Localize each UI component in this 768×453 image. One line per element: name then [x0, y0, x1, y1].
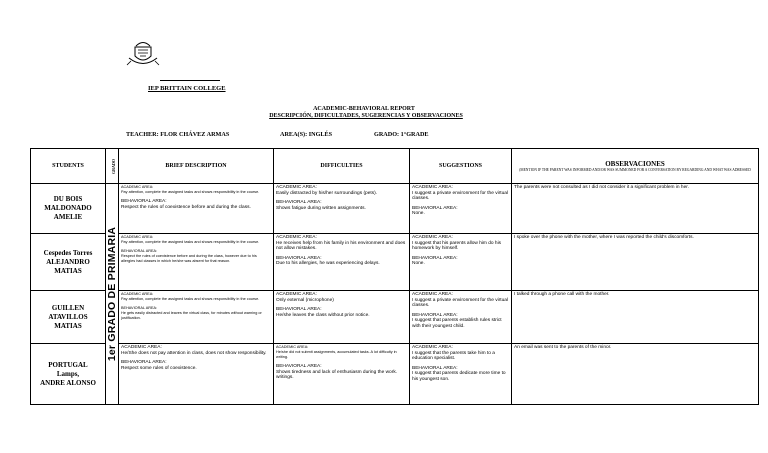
brief-paragraph: BEHAVIORAL AREA: Respect the rules of coexistence before and during the class, however due to his allergies had classes in which he/she was absent for that reason. — [121, 249, 257, 263]
header-brief: BRIEF DESCRIPTION — [119, 149, 274, 184]
header-students: STUDENTS — [31, 149, 106, 184]
header-grado: GRADO — [106, 149, 119, 184]
college-name: IEP BRITTAIN COLLEGE — [148, 85, 226, 92]
suggestions-paragraph: BEHAVIORAL AREA: I suggest that parents dedicate more time to his youngest son. — [412, 365, 506, 382]
difficulties-cell — [274, 291, 410, 344]
suggestions-paragraph: BEHAVIORAL AREA: None. — [412, 205, 458, 217]
brief-cell — [119, 184, 274, 234]
observations-cell: I talked through a phone call with the mother. — [512, 291, 759, 344]
header-difficulties: DIFFICULTIES — [274, 149, 410, 184]
suggestions-cell — [410, 184, 512, 234]
brief-cell — [119, 344, 274, 405]
student-name: DU BOIS MALDONADO AMELIE — [31, 184, 106, 234]
grade-label: GRADO: 1°GRADE — [374, 131, 429, 138]
brief-cell — [119, 291, 274, 344]
observations-cell: An email was sent to the parents of the minor. — [512, 344, 759, 405]
table-header-row — [31, 149, 759, 184]
table-row — [31, 234, 759, 291]
teacher-label: TEACHER: FLOR CHÁVEZ ARMAS — [126, 131, 230, 138]
suggestions-paragraph: ACADEMIC AREA: I suggest that the parents take him to a education specialist. — [412, 345, 495, 362]
student-name: Cespedes Torres ALEJANDRO MATIAS — [31, 234, 106, 291]
brief-paragraph: BEHAVIORAL AREA: Respect some rules of coexistence. — [121, 360, 197, 371]
difficulties-paragraph: ACADEMIC AREA: Only external (microphone) — [276, 292, 334, 303]
table-row — [31, 344, 759, 405]
student-name: GUILLEN ATAVILLOS MATIAS — [31, 291, 106, 344]
difficulties-paragraph: ACADEMIC AREA: He receives help from his family in his environment and does not allow mistakes. — [276, 235, 406, 252]
observations-cell: The parents were not consulted as I did not consider it a significant problem in her. — [512, 184, 759, 234]
college-divider — [160, 80, 220, 81]
student-name: PORTUGAL Lamps, ANDRE ALONSO — [31, 344, 106, 405]
difficulties-paragraph: BEHAVIORAL AREA: Shows tiredness and lack of enthusiasm during the work. writings. — [276, 364, 398, 381]
report-title: ACADEMIC-BEHAVIORAL REPORT — [313, 106, 415, 112]
difficulties-cell — [274, 184, 410, 234]
difficulties-paragraph: BEHAVIORAL AREA: Shows fatigue during written assignments. — [276, 200, 366, 211]
difficulties-paragraph: ACADEMIC AREA: Easily distracted by his/her surroundings (pets). — [276, 185, 378, 196]
suggestions-paragraph: ACADEMIC AREA: I suggest a private environment for the virtual classes. — [412, 185, 508, 202]
header-observations — [512, 149, 759, 184]
grado-cell — [106, 184, 119, 405]
brief-paragraph: ACADEMIC AREA: He/She does not pay attention in class, does not show responsibility. — [121, 345, 267, 356]
difficulties-paragraph: BEHAVIORAL AREA: He/she leaves the class without prior notice. — [276, 307, 370, 318]
college-crest-icon — [126, 38, 160, 68]
report-table — [30, 148, 759, 405]
difficulties-paragraph: ACADEMIC AREA: He/she did not submit assignments, accumulated tasks. A lot difficulty in writing. — [276, 345, 397, 359]
grado-label: 1er GRADO DE PRIMARIA — [106, 226, 118, 362]
brief-paragraph: ACADEMIC AREA: Pay attention, complete the assigned tasks and shows responsibility in the course. — [121, 235, 260, 244]
observations-cell: I spoke over the phone with the mother, where I was reported the child's discomforts. — [512, 234, 759, 291]
table-row — [31, 184, 759, 234]
suggestions-cell — [410, 344, 512, 405]
brief-cell — [119, 234, 274, 291]
header-observations-sub: (MENTION IF THE PARENT WAS INFORMED AND/OR WAS SUMMONED FOR A CONVERSATION BY REGARDING AND WHAT WAS ADRESSED — [519, 167, 751, 172]
header-observations-title: OBSERVACIONES — [605, 159, 665, 168]
suggestions-cell — [410, 291, 512, 344]
brief-paragraph: ACADEMIC AREA: Pay attention, complete the assigned tasks and shows responsibility in the course. — [121, 185, 260, 194]
difficulties-cell — [274, 344, 410, 405]
difficulties-cell — [274, 234, 410, 291]
suggestions-cell — [410, 234, 512, 291]
suggestions-paragraph: BEHAVIORAL AREA: None. — [412, 255, 458, 267]
suggestions-paragraph: ACADEMIC AREA: I suggest that his parents allow him do his homework by himself. — [412, 235, 502, 252]
brief-paragraph: ACADEMIC AREA: Pay attention, complete the assigned tasks and shows responsibility in the course. — [121, 292, 260, 301]
area-label: AREA(S): INGLÉS — [280, 131, 333, 138]
suggestions-paragraph: ACADEMIC AREA: I suggest a private environment for the virtual classes. — [412, 292, 508, 309]
brief-paragraph: BEHAVIORAL AREA: Respect the rules of coexistence before and during the class. — [121, 199, 251, 210]
suggestions-paragraph: BEHAVIORAL AREA: I suggest that parents establish rules strict with their youngest child. — [412, 312, 502, 329]
report-subtitle: DESCRIPCIÓN, DIFICULTADES, SUGERENCIAS Y OBSERVACIONES — [269, 113, 463, 119]
difficulties-paragraph: BEHAVIORAL AREA: Due to his allergies, he was experiencing delays. — [276, 255, 380, 267]
header-suggestions: SUGGESTIONS — [410, 149, 512, 184]
table-row — [31, 291, 759, 344]
brief-paragraph: BEHAVIORAL AREA: He gets easily distracted and leaves the virtual class, for minutes without warning or justification. — [121, 306, 262, 320]
